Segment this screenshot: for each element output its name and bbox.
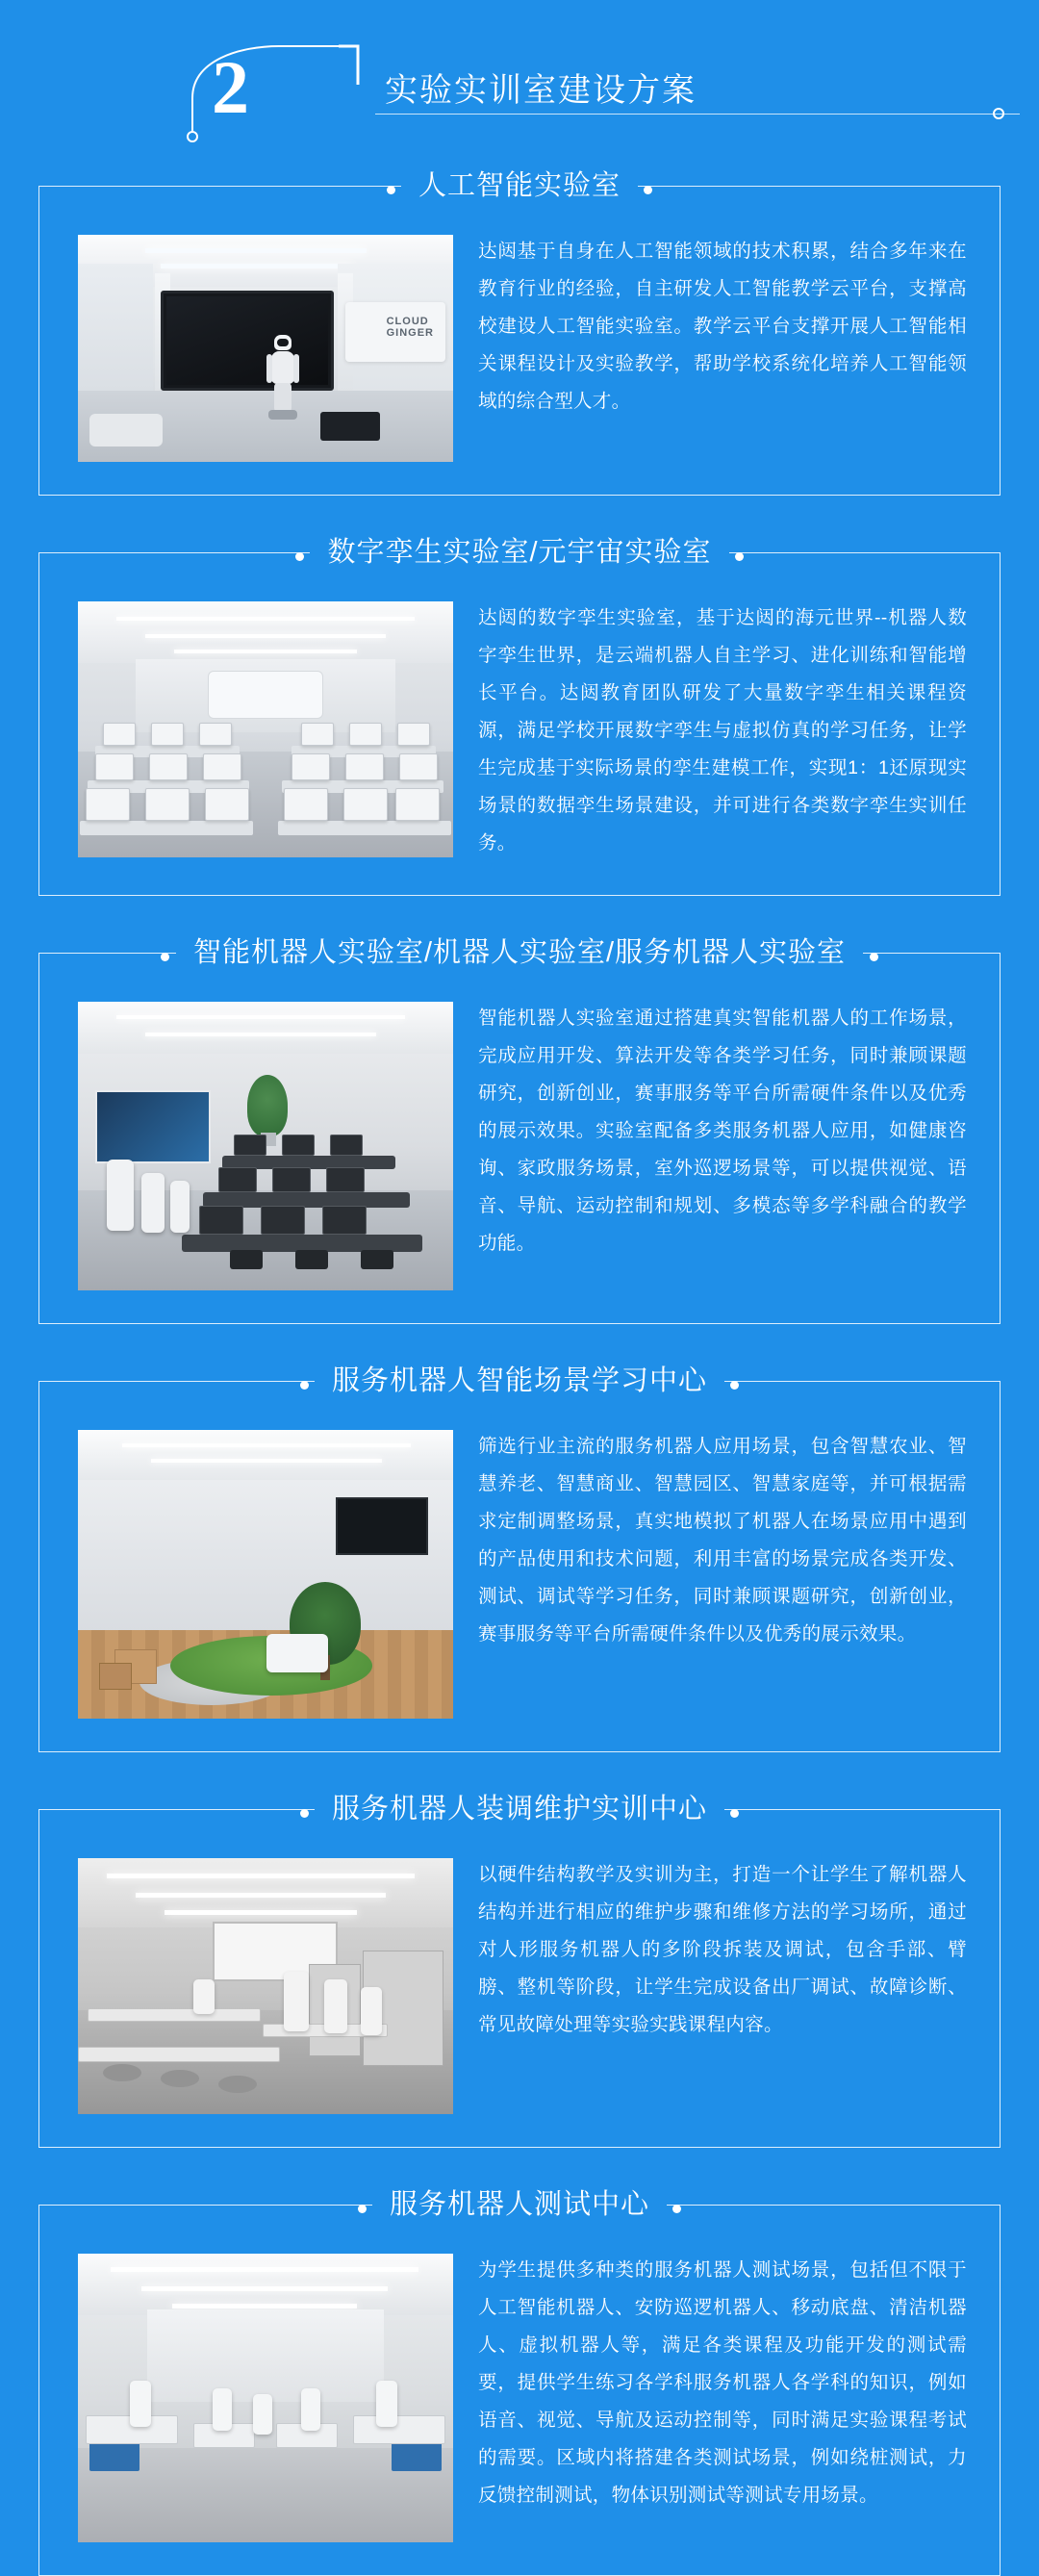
section-service-robot-scene-center <box>38 1359 1001 1752</box>
section-assembly-maintenance-center <box>38 1787 1001 2148</box>
header-inner <box>115 44 924 150</box>
section-description: 达闼的数字孪生实验室，基于达闼的海元世界--机器人数字孪生世界，是云端机器人自主学习、进化训练和智能增长平台。达闼教育团队研发了大量数字孪生相关课程资源，满足学校开展数字孪生与虚拟仿真的学习任务，让学生完成基于实际场景的孪生建模工作，实现1：1还原现实场景的数据孪生场景建设，并可进行各类数字孪生实训任务。 <box>478 607 967 854</box>
section-digital-twin-lab <box>38 530 1001 896</box>
section-description: 达闼基于自身在人工智能领域的技术积累，结合多年来在教育行业的经验，自主研发人工智能教学云平台，支撑高校建设人工智能实验室。教学云平台支撑开展人工智能相关课程设计及实验教学，帮助学校系统化培养人工智能领域的综合型人才。 <box>478 241 967 412</box>
ai-lab-illustration: CLOUD GINGER <box>78 235 453 462</box>
section-frame <box>38 953 1001 1324</box>
section-photo <box>78 1858 453 2114</box>
section-description: 智能机器人实验室通过搭建真实智能机器人的工作场景，完成应用开发、算法开发等各类学习任务，同时兼顾课题研究，创新创业，赛事服务等平台所需硬件条件以及优秀的展示效果。实验室配备多类服务机器人应用，如健康咨询、家政服务场景，室外巡逻场景等，可以提供视觉、语音、导航、运动控制和规划、多模态等多学科融合的教学功能。 <box>478 1007 967 1254</box>
section-photo <box>78 601 453 857</box>
bullet-dot-icon <box>300 1809 309 1818</box>
header-rule <box>375 114 1020 115</box>
section-body <box>72 998 967 1290</box>
section-frame <box>38 1809 1001 2148</box>
section-title-wrap <box>38 164 1001 208</box>
section-body <box>72 1854 967 2114</box>
maintenance-center-illustration <box>78 1858 453 2114</box>
section-frame <box>38 2205 1001 2576</box>
section-title: 智能机器人实验室/机器人实验室/服务机器人实验室 <box>176 931 863 975</box>
section-title: 服务机器人测试中心 <box>372 2182 667 2227</box>
bullet-dot-icon <box>870 953 878 961</box>
test-center-illustration <box>78 2254 453 2542</box>
bullet-dot-icon <box>735 552 744 561</box>
bullet-dot-icon <box>295 552 304 561</box>
bullet-dot-icon <box>672 2205 681 2213</box>
bullet-dot-icon <box>161 953 169 961</box>
section-intelligent-robot-lab <box>38 931 1001 1324</box>
section-description: 以硬件结构教学及实训为主，打造一个让学生了解机器人结构并进行相应的维护步骤和维修方法的学习场所，通过对人形服务机器人的多阶段拆装及调试，包含手部、臂膀、整机等阶段，让学生完成设备出厂调试、故障诊断、常见故障处理等实验实践课程内容。 <box>478 1864 967 2035</box>
bullet-dot-icon <box>358 2205 367 2213</box>
bullet-dot-icon <box>387 186 395 194</box>
bullet-dot-icon <box>300 1381 309 1390</box>
section-description: 为学生提供多种类的服务机器人测试场景，包括但不限于人工智能机器人、安防巡逻机器人、移动底盘、清洁机器人、虚拟机器人等，满足各类课程及功能开发的测试需要，提供学生练习各学科服务机器人各学科的知识，例如语音、视觉、导航及运动控制等，同时满足实验课程考试的需要。区域内将搭建各类测试场景，例如绕桩测试，力反馈控制测试，物体识别测试等测试专用场景。 <box>478 2259 967 2506</box>
section-title: 人工智能实验室 <box>401 164 638 208</box>
section-title-wrap <box>38 2182 1001 2227</box>
section-title-wrap <box>38 1359 1001 1403</box>
service-robot-scene-illustration <box>78 1430 453 1719</box>
bullet-dot-icon <box>730 1809 739 1818</box>
digital-twin-lab-illustration <box>78 601 453 857</box>
section-photo <box>78 2254 453 2542</box>
section-photo <box>78 235 453 462</box>
page-header <box>0 0 1039 164</box>
section-ai-lab <box>38 164 1001 496</box>
intelligent-robot-lab-illustration <box>78 1002 453 1290</box>
page-title: 实验实训室建设方案 <box>385 72 697 109</box>
section-photo <box>78 1430 453 1719</box>
section-title: 服务机器人装调维护实训中心 <box>315 1787 724 1831</box>
section-title: 服务机器人智能场景学习中心 <box>315 1359 724 1403</box>
section-title: 数字孪生实验室/元宇宙实验室 <box>310 530 728 574</box>
bullet-dot-icon <box>730 1381 739 1390</box>
section-number: 2 <box>212 45 247 129</box>
section-frame <box>38 1381 1001 1752</box>
section-title-wrap <box>38 530 1001 574</box>
section-frame <box>38 552 1001 896</box>
header-end-dot <box>987 102 1016 131</box>
section-title-wrap <box>38 1787 1001 1831</box>
section-title-wrap <box>38 931 1001 975</box>
section-test-center <box>38 2182 1001 2576</box>
section-body <box>72 1426 967 1719</box>
section-description: 筛选行业主流的服务机器人应用场景，包含智慧农业、智慧养老、智慧商业、智慧园区、智慧家庭等，并可根据需求定制调整场景，真实地模拟了机器人在场景应用中遇到的产品使用和技术问题，利用丰富的场景完成各类开发、测试、调试等学习任务，同时兼顾课题研究，创新创业，赛事服务等平台所需硬件条件以及优秀的展示效果。 <box>478 1436 967 1645</box>
section-body <box>72 598 967 862</box>
section-body <box>72 231 967 462</box>
section-body <box>72 2250 967 2542</box>
section-photo <box>78 1002 453 1290</box>
bullet-dot-icon <box>644 186 652 194</box>
section-frame <box>38 186 1001 496</box>
